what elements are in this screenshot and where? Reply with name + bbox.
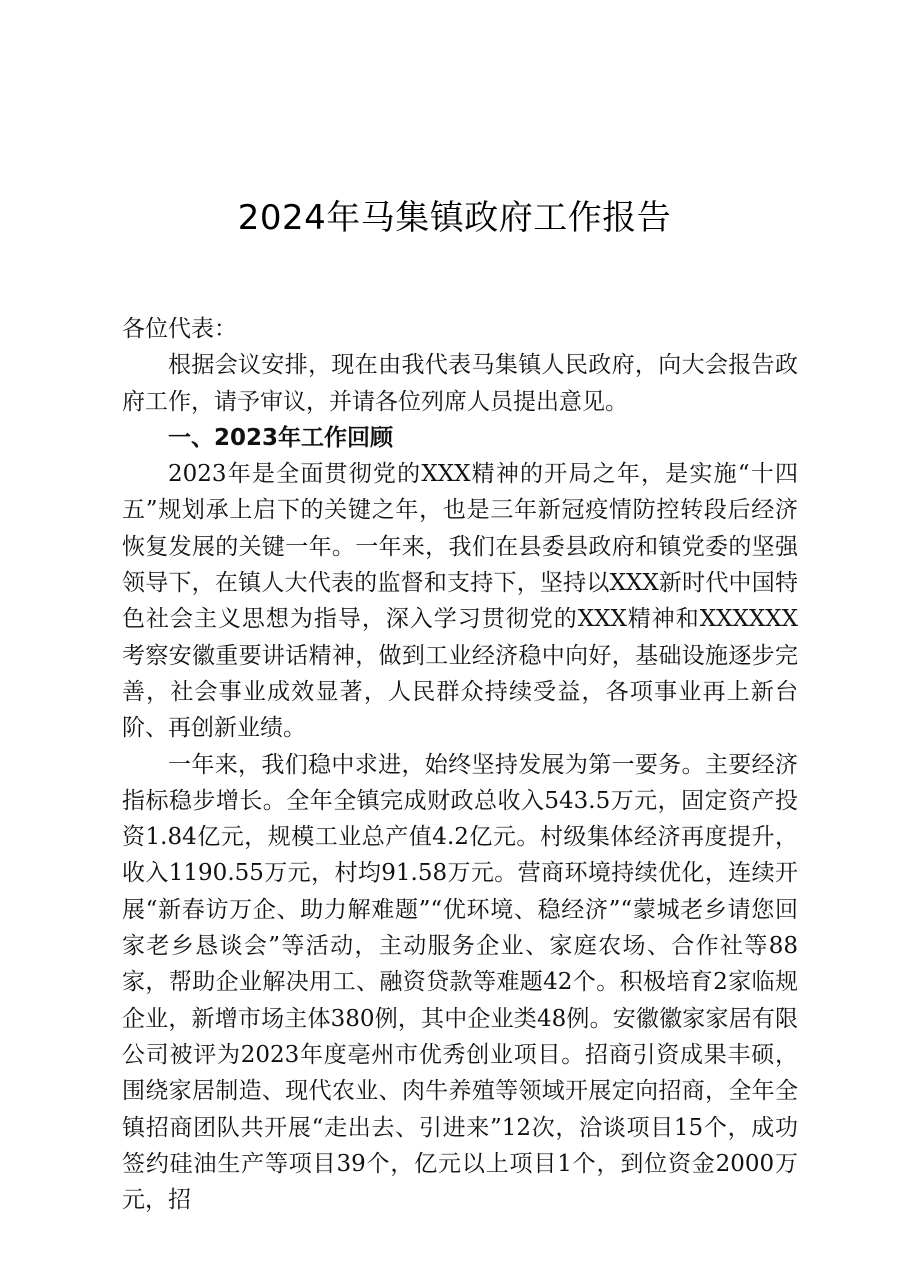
body-paragraph-1: 2023年是全面贯彻党的XXX精神的开局之年，是实施“十四五”规划承上启下的关键之年，也是三年新冠疫情防控转段后经济恢复发展的关键一年。一年来，我们在县委县政府和镇党委的坚强领导下，在镇人大代表的监督和支持下，坚持以XXX新时代中国特色社会主义思想为指导，深入学习贯彻党的XXX精神和XXXXXX考察安徽重要讲话精神，做到工业经济稳中向好，基础设施逐步完善，社会事业成效显著，人民群众持续受益，各项事业再上新台阶、再创新业绩。	[122, 461, 798, 742]
document-title: 2024年马集镇政府工作报告	[237, 198, 672, 238]
section-heading: 一、2023年工作回顾	[168, 424, 394, 451]
document-body	[122, 311, 798, 1218]
salutation: 各位代表：	[122, 316, 237, 342]
intro-paragraph: 根据会议安排，现在由我代表马集镇人民政府，向大会报告政府工作，请予审议，并请各位列席人员提出意见。	[122, 352, 798, 415]
body-paragraph-2: 一年来，我们稳中求进，始终坚持发展为第一要务。主要经济指标稳步增长。全年全镇完成财政总收入543.5万元，固定资产投资1.84亿元，规模工业总产值4.2亿元。村级集体经济再度提升，收入1190.55万元，村均91.58万元。营商环境持续优化，连续开展“新春访万企、助力解难题”“优环境、稳经济”“蒙城老乡请您回家老乡恳谈会”等活动，主动服务企业、家庭农场、合作社等88家，帮助企业解决用工、融资贷款等难题42个。积极培育2家临规企业，新增市场主体380例，其中企业类48例。安徽徽家家居有限公司被评为2023年度亳州市优秀创业项目。招商引资成果丰硕，围绕家居制造、现代农业、肉牛养殖等领域开展定向招商，全年全镇招商团队共开展“走出去、引进来”12次，洽谈项目15个，成功签约硅油生产等项目39个，亿元以上项目1个，到位资金2000万元，招	[122, 751, 798, 1214]
